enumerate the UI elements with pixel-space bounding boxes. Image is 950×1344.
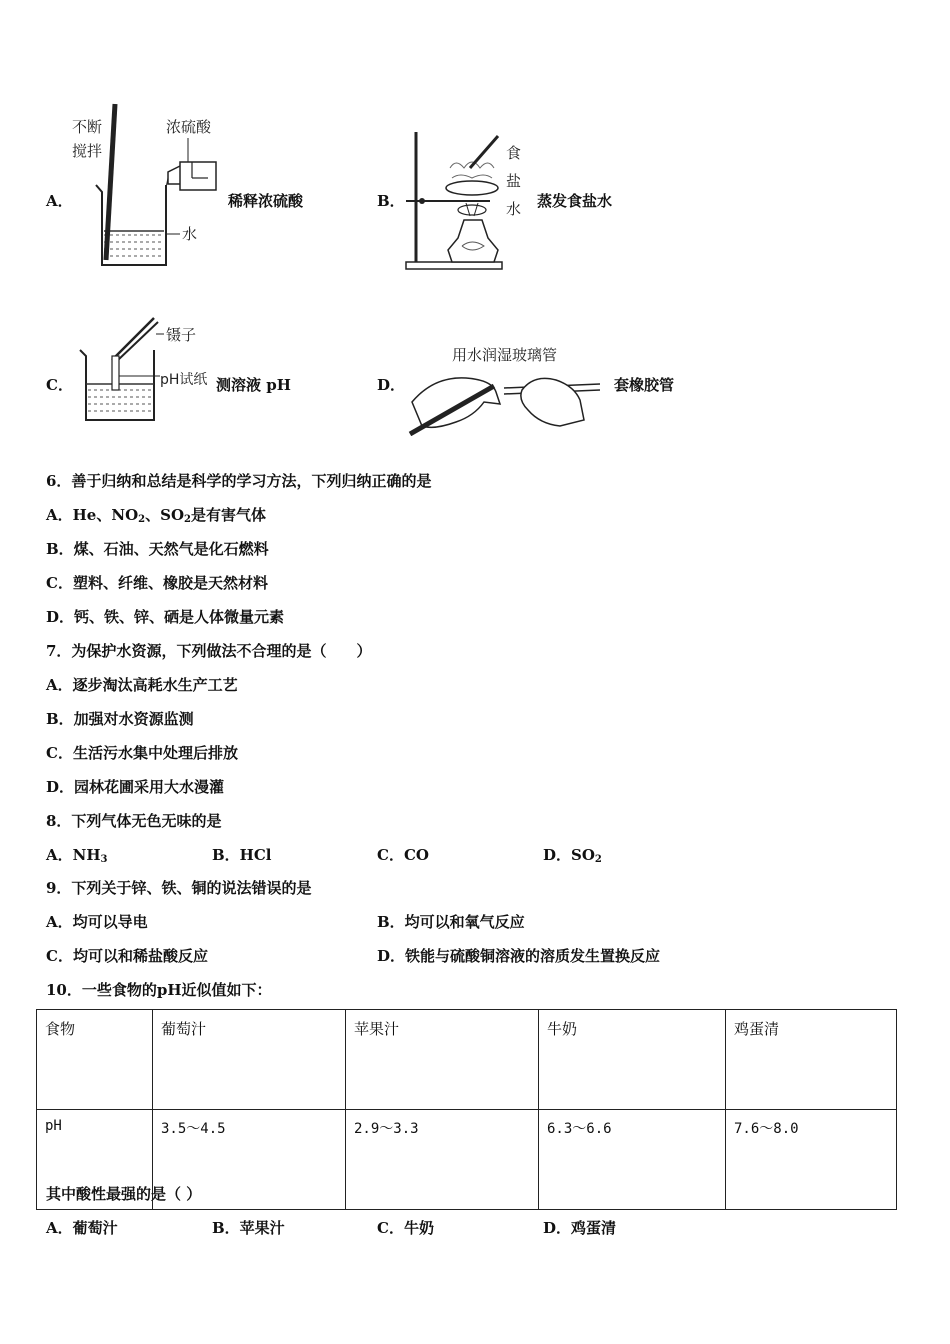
table-cell: 食物 bbox=[37, 1010, 153, 1110]
table-cell: 牛奶 bbox=[539, 1010, 726, 1110]
table-cell: 7.6～8.0 bbox=[726, 1110, 897, 1210]
salt-label-2: 盐 bbox=[506, 172, 522, 190]
stir-label-2: 搅拌 bbox=[72, 142, 103, 160]
q6-option-a[interactable] bbox=[46, 504, 266, 525]
acid-bottle bbox=[180, 162, 216, 190]
q7-option-c[interactable]: C．生活污水集中处理后排放 bbox=[46, 744, 238, 762]
q9-option-a[interactable]: A．均可以导电 bbox=[46, 913, 148, 931]
q9-option-d[interactable]: D．铁能与硫酸铜溶液的溶质发生置换反应 bbox=[377, 947, 661, 965]
q8-d-text: D．SO bbox=[543, 846, 595, 864]
glass-rod bbox=[106, 104, 115, 260]
evaporating-dish bbox=[446, 181, 498, 195]
q6-a-sub-2: 2 bbox=[184, 514, 191, 525]
q8-d-sub: 2 bbox=[594, 854, 602, 865]
q8-option-b[interactable]: B．HCl bbox=[212, 846, 272, 864]
q9-option-c[interactable]: C．均可以和稀盐酸反应 bbox=[46, 947, 208, 965]
q10-stem: 10．一些食物的pH近似值如下： bbox=[46, 981, 272, 999]
q8-a-sub: 3 bbox=[100, 854, 108, 865]
q5-c-caption: 测溶液 pH bbox=[216, 376, 291, 394]
q6-a-text-1: A．He、NO bbox=[46, 506, 139, 524]
q7-option-b[interactable]: B．加强对水资源监测 bbox=[46, 710, 194, 728]
q7-option-d[interactable]: D．园林花圃采用大水漫灌 bbox=[46, 778, 225, 796]
ph-test-figure bbox=[74, 312, 224, 427]
dilute-acid-figure bbox=[68, 100, 228, 270]
q9-option-b[interactable]: B．均可以和氧气反应 bbox=[377, 913, 525, 931]
table-header-row bbox=[37, 1010, 897, 1110]
q5-d-caption: 套橡胶管 bbox=[614, 376, 675, 394]
salt-label-1: 食 bbox=[506, 144, 522, 162]
alcohol-lamp bbox=[448, 220, 498, 262]
table-cell: 6.3～6.6 bbox=[539, 1110, 726, 1210]
q6-option-d[interactable]: D．钙、铁、锌、硒是人体微量元素 bbox=[46, 608, 285, 626]
q5-option-b-letter[interactable]: B． bbox=[377, 192, 405, 210]
q6-option-c[interactable]: C．塑料、纤维、橡胶是天然材料 bbox=[46, 574, 268, 592]
q5-option-c-letter[interactable]: C． bbox=[46, 376, 73, 394]
stir-label-1: 不断 bbox=[72, 118, 103, 136]
table-cell: 葡萄汁 bbox=[153, 1010, 346, 1110]
q7-option-a[interactable]: A．逐步淘汰高耗水生产工艺 bbox=[46, 676, 238, 694]
q5-option-d-letter[interactable]: D． bbox=[377, 376, 406, 394]
tweezers bbox=[112, 318, 154, 360]
tube-connect-figure bbox=[404, 340, 610, 436]
q6-a-text-3: 是有害气体 bbox=[190, 506, 266, 524]
q10-option-b[interactable]: B．苹果汁 bbox=[212, 1219, 285, 1237]
table-cell: 苹果汁 bbox=[346, 1010, 539, 1110]
q6-stem: 6．善于归纳和总结是科学的学习方法，下列归纳正确的是 bbox=[46, 472, 432, 490]
salt-label-3: 水 bbox=[506, 200, 522, 218]
q9-stem: 9．下列关于锌、铁、铜的说法错误的是 bbox=[46, 879, 312, 897]
q10-option-d[interactable]: D．鸡蛋清 bbox=[543, 1219, 617, 1237]
table-cell: pH bbox=[37, 1110, 153, 1210]
acid-label: 浓硫酸 bbox=[166, 118, 212, 136]
wet-glass-label: 用水润湿玻璃管 bbox=[452, 346, 558, 364]
q6-a-sub-1: 2 bbox=[138, 514, 146, 525]
q8-a-text: A．NH bbox=[46, 846, 101, 864]
table-cell: 3.5～4.5 bbox=[153, 1110, 346, 1210]
water-fill bbox=[104, 235, 164, 256]
q5-a-caption: 稀释浓硫酸 bbox=[228, 192, 304, 210]
q10-option-a[interactable]: A．葡萄汁 bbox=[46, 1219, 118, 1237]
q8-stem: 8．下列气体无色无味的是 bbox=[46, 812, 222, 830]
q6-option-b[interactable]: B．煤、石油、天然气是化石燃料 bbox=[46, 540, 269, 558]
q8-option-c[interactable]: C．CO bbox=[377, 846, 429, 864]
q7-stem: 7．为保护水资源，下列做法不合理的是（ ） bbox=[46, 642, 372, 660]
table-cell: 2.9～3.3 bbox=[346, 1110, 539, 1210]
stand-base bbox=[406, 262, 502, 269]
ph-paper-label: pH试纸 bbox=[160, 372, 208, 388]
water-label: 水 bbox=[182, 225, 198, 243]
q10-option-c[interactable]: C．牛奶 bbox=[377, 1219, 434, 1237]
q8-option-d[interactable] bbox=[543, 844, 602, 865]
ph-paper bbox=[112, 356, 119, 390]
q6-a-text-2: 、SO bbox=[145, 506, 185, 524]
evaporation-figure bbox=[400, 128, 535, 273]
stirring-rod bbox=[470, 136, 498, 168]
ph-table bbox=[36, 1009, 897, 1210]
table-cell: 鸡蛋清 bbox=[726, 1010, 897, 1110]
q8-option-a[interactable] bbox=[46, 844, 108, 865]
left-hand bbox=[412, 378, 500, 427]
q10-question: 其中酸性最强的是（ ） bbox=[46, 1185, 202, 1203]
q5-b-caption: 蒸发食盐水 bbox=[537, 192, 613, 210]
q5-option-a-letter[interactable]: A． bbox=[46, 192, 73, 210]
tweezers-label: 镊子 bbox=[166, 326, 197, 344]
